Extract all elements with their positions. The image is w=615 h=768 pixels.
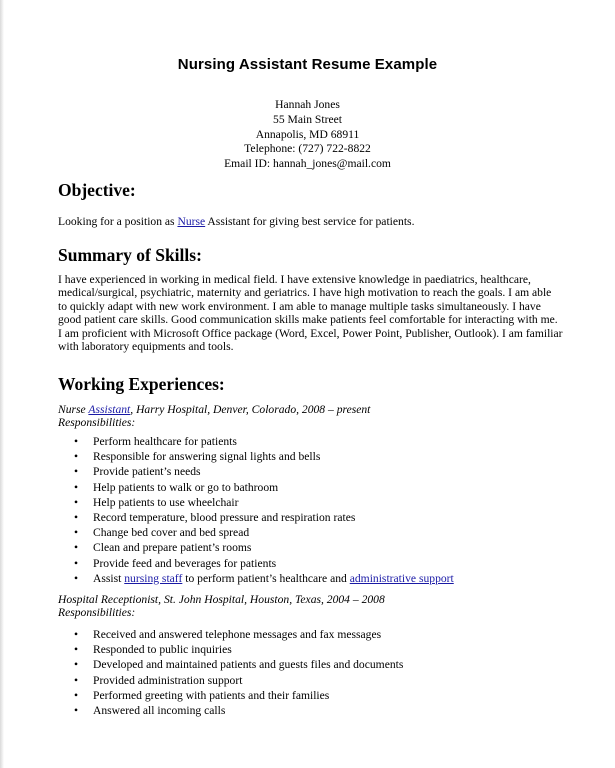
bullet-text: Perform healthcare for patients xyxy=(93,435,237,448)
objective-text-before: Looking for a position as xyxy=(58,215,178,228)
bullet-icon: • xyxy=(74,556,79,570)
objective-text-after: Assistant for giving best service for patients. xyxy=(205,215,415,228)
list-item xyxy=(74,688,403,703)
list-item xyxy=(74,642,403,657)
contact-street: 55 Main Street xyxy=(273,112,342,126)
bullet-text: Help patients to use wheelchair xyxy=(93,495,239,509)
bullet-text: Clean and prepare patient’s rooms xyxy=(93,541,252,555)
contact-city: Annapolis, MD 68911 xyxy=(255,127,360,141)
job-1-title-prefix: Nurse xyxy=(58,403,89,416)
bullet-icon: • xyxy=(74,510,79,524)
list-item xyxy=(74,434,454,449)
bullet-text: Responded to public inquiries xyxy=(93,643,232,657)
assistant-link[interactable]: Assistant xyxy=(88,403,131,416)
bullet-text: Provided administration support xyxy=(93,673,243,687)
bullet-text: Answered all incoming calls xyxy=(93,703,226,717)
experience-heading: Working Experiences: xyxy=(58,374,225,394)
bullet-icon: • xyxy=(74,450,79,464)
bullet-icon: • xyxy=(74,658,79,672)
administrative-support-link[interactable]: administrative support xyxy=(349,571,454,585)
skills-heading: Summary of Skills: xyxy=(58,245,202,265)
list-item xyxy=(74,657,403,672)
bullet-icon: • xyxy=(74,435,79,448)
list-item xyxy=(74,510,454,525)
contact-name: Hannah Jones xyxy=(275,98,340,111)
list-item xyxy=(74,480,454,495)
bullet-text: Performed greeting with patients and their families xyxy=(93,688,330,702)
list-item xyxy=(74,571,454,586)
list-item xyxy=(74,703,403,718)
bullet-text-part: Assist xyxy=(93,571,125,585)
list-item xyxy=(74,525,454,540)
bullet-icon: • xyxy=(74,541,79,555)
job-1-title xyxy=(58,403,563,416)
bullet-text: Developed and maintained patients and guests files and documents xyxy=(93,658,404,672)
list-item xyxy=(74,627,403,642)
list-item xyxy=(74,540,454,555)
bullet-text: Responsible for answering signal lights and bells xyxy=(93,450,321,464)
bullet-text: Provide feed and beverages for patients xyxy=(93,556,277,570)
bullet-icon: • xyxy=(74,703,79,717)
bullet-icon: • xyxy=(74,628,79,641)
skills-paragraph: I have experienced in working in medical field. I have extensive knowledge in paediatrics, healthcare, medical/surgical, psychiatric, maternity and geriatrics. I have high motivation to reach the goals. I am able to quickly adapt with new work environment. I am able to manage multiple tasks simultaneously. I have good patient care skills. Good communication skills make patients feel comfortable for interacting with me. I am proficient with Microsoft Office package (Word, Excel, Power Point, Publisher, Outlook). I am familiar with laboratory equipments and tools. xyxy=(58,273,563,354)
bullet-text-part: to perform patient’s healthcare and xyxy=(182,571,350,585)
list-item xyxy=(74,556,454,571)
list-item xyxy=(74,449,454,464)
bullet-icon: • xyxy=(74,688,79,702)
list-item xyxy=(74,464,454,479)
nursing-staff-link[interactable]: nursing staff xyxy=(124,571,183,585)
job-1-title-rest: , Harry Hospital, Denver, Colorado, 2008 – present xyxy=(130,403,371,416)
skills-text xyxy=(58,273,563,353)
nurse-link[interactable]: Nurse xyxy=(177,215,206,228)
bullet-text: Provide patient’s needs xyxy=(93,465,201,479)
contact-telephone: Telephone: (727) 722-8822 xyxy=(244,142,371,156)
list-item xyxy=(74,673,403,688)
job-1-responsibilities-label xyxy=(58,416,563,429)
job-1-responsibilities-text: Responsibilities: xyxy=(58,416,136,429)
job-2-responsibilities-text: Responsibilities: xyxy=(58,606,136,619)
contact-email: Email ID: hannah_jones@mail.com xyxy=(224,157,391,171)
bullet-icon: • xyxy=(74,465,79,479)
bullet-icon: • xyxy=(74,673,79,687)
list-item xyxy=(74,495,454,510)
bullet-icon: • xyxy=(74,571,79,585)
contact-block xyxy=(0,98,615,172)
bullet-icon: • xyxy=(74,480,79,494)
job-2-bullet-list xyxy=(74,627,403,718)
bullet-text: Change bed cover and bed spread xyxy=(93,526,250,540)
bullet-icon: • xyxy=(74,643,79,657)
job-2-responsibilities-label xyxy=(58,606,563,619)
job-1-bullet-list xyxy=(74,434,454,586)
objective-text xyxy=(58,215,563,228)
job-2-title-text: Hospital Receptionist, St. John Hospital, Houston, Texas, 2004 – 2008 xyxy=(58,593,385,606)
objective-heading: Objective: xyxy=(58,180,136,200)
job-2-title xyxy=(58,593,563,606)
document-title: Nursing Assistant Resume Example xyxy=(177,56,438,73)
bullet-icon: • xyxy=(74,526,79,540)
bullet-text: Help patients to walk or go to bathroom xyxy=(93,480,279,494)
bullet-icon: • xyxy=(74,495,79,509)
bullet-text: Record temperature, blood pressure and respiration rates xyxy=(93,510,356,524)
bullet-text: Received and answered telephone messages and fax messages xyxy=(93,628,382,641)
